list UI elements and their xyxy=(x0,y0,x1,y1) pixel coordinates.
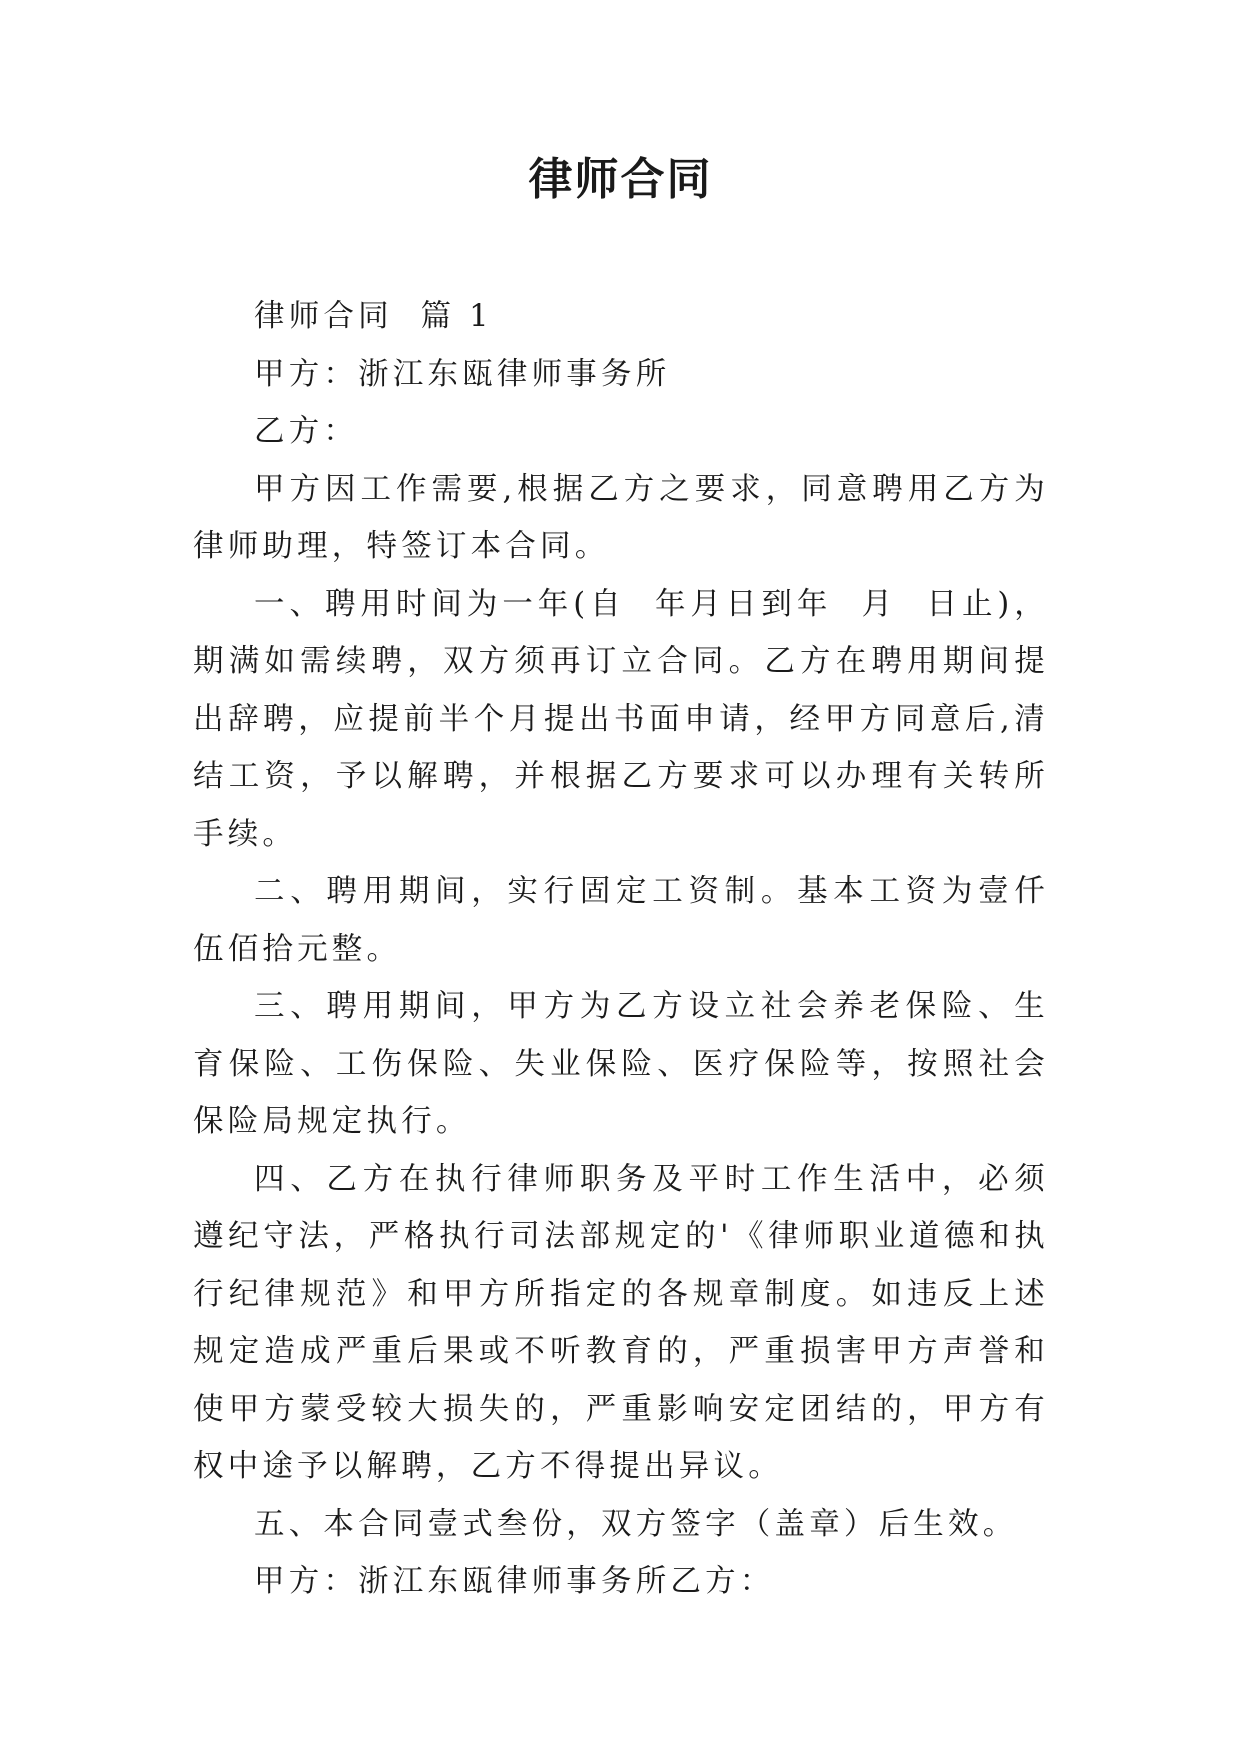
paragraph-heading: 律师合同 篇 1 xyxy=(254,299,493,334)
document-title: 律师合同 xyxy=(528,154,713,205)
paragraph-clause-1: 一、聘用时间为一年(自 年月日到年 月 日止)，期满如需续聘，双方须再订立合同。乙方在聘用期间提出辞聘，应提前半个月提出书面申请，经甲方同意后,清结工资，予以解聘，并根据乙方要求可以办理有关转所手续。 xyxy=(193,586,1049,852)
paragraph-clause-3: 三、聘用期间，甲方为乙方设立社会养老保险、生育保险、工伤保险、失业保险、医疗保险等，按照社会保险局规定执行。 xyxy=(193,989,1049,1139)
document-body xyxy=(193,288,1049,1611)
paragraph-intro: 甲方因工作需要,根据乙方之要求，同意聘用乙方为律师助理，特签订本合同。 xyxy=(193,471,1049,564)
paragraph-signatures: 甲方：浙江东瓯律师事务所乙方： xyxy=(254,1564,775,1599)
paragraph-clause-5: 五、本合同壹式叁份，双方签字（盖章）后生效。 xyxy=(254,1506,1018,1542)
paragraph-clause-2: 二、聘用期间，实行固定工资制。基本工资为壹仟伍佰拾元整。 xyxy=(193,874,1049,967)
paragraph-party-b: 乙方： xyxy=(254,414,359,449)
paragraph-party-a: 甲方：浙江东瓯律师事务所 xyxy=(254,356,671,392)
paragraph-clause-4: 四、乙方在执行律师职务及平时工作生活中，必须遵纪守法，严格执行司法部规定的'《律师职业道德和执行纪律规范》和甲方所指定的各规章制度。如违反上述规定造成严重后果或不听教育的，严重损害甲方声誉和使甲方蒙受较大损失的，严重影响安定团结的，甲方有权中途予以解聘，乙方不得提出异议。 xyxy=(193,1161,1049,1484)
